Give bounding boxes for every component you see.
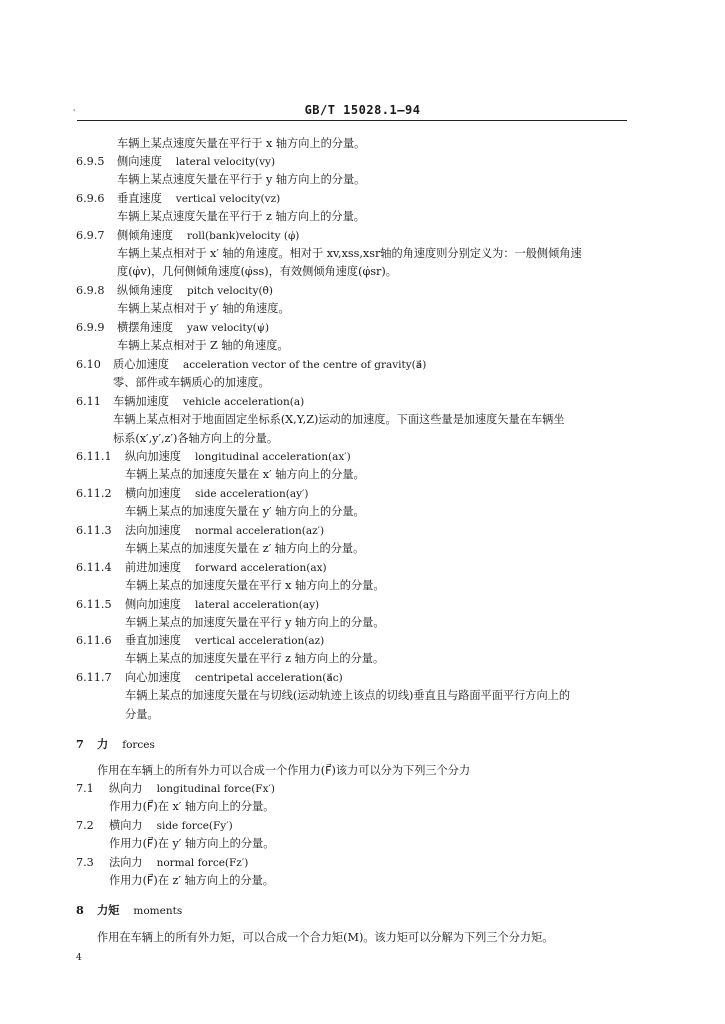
term-zh: 横摆角速度	[117, 321, 173, 334]
section-number: 7	[76, 737, 84, 751]
term-zh: 力	[97, 737, 109, 751]
term-zh: 侧向加速度	[125, 598, 181, 611]
margin-mark: '	[73, 108, 76, 117]
term-heading	[117, 229, 299, 243]
term-en: pitch velocity(θ̇)	[186, 285, 273, 297]
body-text: 车辆上某点速度矢量在平行于 y 轴方向上的分量。	[117, 173, 366, 186]
body-text: 分量。	[125, 708, 159, 721]
body-text: 作用在车辆上的所有外力可以合成一个作用力(F⃗)该力可以分为下列三个分力	[97, 764, 471, 777]
body-text: 度(φ̇v)，几何侧倾角速度(φ̇ss)，有效侧倾角速度(φ̇sr)。	[117, 265, 397, 278]
term-heading	[109, 856, 248, 870]
term-en: side force(Fy′)	[156, 820, 233, 832]
section-number: 6.11.6	[76, 634, 112, 647]
section-heading	[97, 737, 155, 752]
page-number: 4	[76, 953, 82, 963]
term-heading	[117, 321, 269, 335]
body-text: 车辆上某点的加速度矢量在与切线(运动轨迹上该点的切线)垂直且与路面平面平行方向上的	[125, 689, 571, 702]
term-zh: 法向加速度	[125, 524, 181, 537]
body-text: 车辆上某点的加速度矢量在平行 y 轴方向上的分量。	[125, 616, 385, 629]
term-heading	[113, 358, 426, 372]
section-number: 6.11.7	[76, 671, 112, 684]
section-number: 6.9.8	[76, 284, 105, 297]
body-text: 车辆上某点相对于 Z 轴的角速度。	[117, 339, 289, 352]
term-en: centripetal acceleration(a⃗c)	[194, 672, 343, 684]
term-heading	[125, 634, 324, 648]
section-number: 6.9.5	[76, 155, 105, 168]
section-number: 6.10	[76, 358, 101, 371]
term-zh: 垂直加速度	[125, 634, 181, 647]
term-heading	[117, 284, 273, 298]
section-number: 6.11	[76, 395, 101, 408]
body-text: 车辆上某点的加速度矢量在 x′ 轴方向上的分量。	[125, 468, 365, 481]
section-number: 6.11.2	[76, 487, 112, 500]
term-en: yaw velocity(ψ̇)	[186, 322, 270, 334]
term-heading	[125, 450, 351, 464]
term-heading	[125, 561, 327, 575]
body-text: 车辆上某点的加速度矢量在平行 z 轴方向上的分量。	[125, 652, 385, 665]
term-heading	[109, 819, 233, 833]
section-heading	[97, 903, 182, 918]
section-number: 8	[76, 903, 84, 917]
body-text: 车辆上某点的加速度矢量在平行 x 轴方向上的分量。	[125, 579, 385, 592]
term-en: lateral acceleration(ay)	[194, 599, 320, 611]
section-number: 6.11.3	[76, 524, 112, 537]
term-zh: 垂直速度	[117, 192, 162, 205]
body-text: 车辆上某点的加速度矢量在 z′ 轴方向上的分量。	[125, 542, 365, 555]
term-en: normal acceleration(az′)	[194, 525, 325, 537]
section-number: 7.1	[76, 782, 94, 795]
term-zh: 质心加速度	[113, 358, 169, 371]
term-heading	[117, 192, 280, 206]
body-text: 零、部件或车辆质心的加速度。	[113, 376, 270, 389]
section-number: 6.11.5	[76, 598, 112, 611]
body-text: 作用力(F⃗)在 z′ 轴方向上的分量。	[109, 874, 274, 887]
body-text: 作用力(F⃗)在 x′ 轴方向上的分量。	[109, 800, 275, 813]
body-text: 车辆上某点的加速度矢量在 y′ 轴方向上的分量。	[125, 505, 365, 518]
body-text: 车辆上某点相对于地面固定坐标系(X,Y,Z)运动的加速度。下面这些量是加速度矢量在车辆坐	[113, 413, 565, 426]
term-heading	[125, 487, 309, 501]
body-text: 车辆上某点速度矢量在平行于 x 轴方向上的分量。	[117, 137, 366, 150]
body-text: 车辆上某点相对于 x′ 轴的角速度。相对于 xv,xss,xsr轴的角速度则分别定义为：一般侧倾角速	[117, 247, 582, 260]
standard-number-header: GB/T 15028.1—94	[304, 103, 421, 117]
body-text: 标系(x′,y′,z′)各轴方向上的分量。	[113, 432, 279, 445]
term-zh: 前进加速度	[125, 561, 181, 574]
section-number: 6.9.6	[76, 192, 105, 205]
term-en: forces	[122, 739, 155, 751]
term-en: vertical velocity(vz)	[175, 193, 281, 205]
term-en: forward acceleration(ax)	[194, 562, 327, 574]
term-heading	[113, 395, 304, 409]
term-zh: 向心加速度	[125, 671, 181, 684]
term-heading	[117, 155, 275, 169]
term-zh: 纵向加速度	[125, 450, 181, 463]
header-rule	[77, 120, 627, 121]
term-zh: 力矩	[97, 903, 120, 917]
section-number: 6.11.1	[76, 450, 112, 463]
term-heading	[125, 671, 343, 685]
body-text: 作用在车辆上的所有外力矩，可以合成一个合力矩(M)。该力矩可以分解为下列三个分力矩。	[97, 931, 554, 944]
term-zh: 纵向力	[109, 782, 143, 795]
term-en: longitudinal acceleration(ax′)	[194, 451, 351, 463]
term-en: vehicle acceleration(a)	[182, 396, 305, 408]
term-zh: 纵倾角速度	[117, 284, 173, 297]
body-text: 车辆上某点速度矢量在平行于 z 轴方向上的分量。	[117, 210, 365, 223]
term-en: normal force(Fz′)	[156, 857, 249, 869]
section-number: 6.9.7	[76, 229, 105, 242]
term-en: longitudinal force(Fx′)	[156, 783, 275, 795]
term-en: moments	[133, 905, 183, 917]
term-heading	[109, 782, 275, 796]
term-zh: 侧倾角速度	[117, 229, 173, 242]
term-zh: 横向加速度	[125, 487, 181, 500]
term-en: vertical acceleration(az)	[194, 635, 325, 647]
term-en: roll(bank)velocity (φ̇)	[186, 230, 300, 242]
term-en: side acceleration(ay′)	[194, 488, 309, 500]
term-zh: 侧向速度	[117, 155, 162, 168]
term-zh: 横向力	[109, 819, 143, 832]
section-number: 7.2	[76, 819, 94, 832]
term-en: lateral velocity(vy)	[175, 156, 276, 168]
section-number: 6.11.4	[76, 561, 112, 574]
term-zh: 法向力	[109, 856, 143, 869]
body-text: 车辆上某点相对于 y′ 轴的角速度。	[117, 302, 290, 315]
section-number: 7.3	[76, 856, 94, 869]
term-heading	[125, 598, 319, 612]
term-en: acceleration vector of the centre of gravity(a⃗)	[182, 359, 427, 371]
section-number: 6.9.9	[76, 321, 105, 334]
term-heading	[125, 524, 324, 538]
term-zh: 车辆加速度	[113, 395, 169, 408]
body-text: 作用力(F⃗)在 y′ 轴方向上的分量。	[109, 837, 275, 850]
